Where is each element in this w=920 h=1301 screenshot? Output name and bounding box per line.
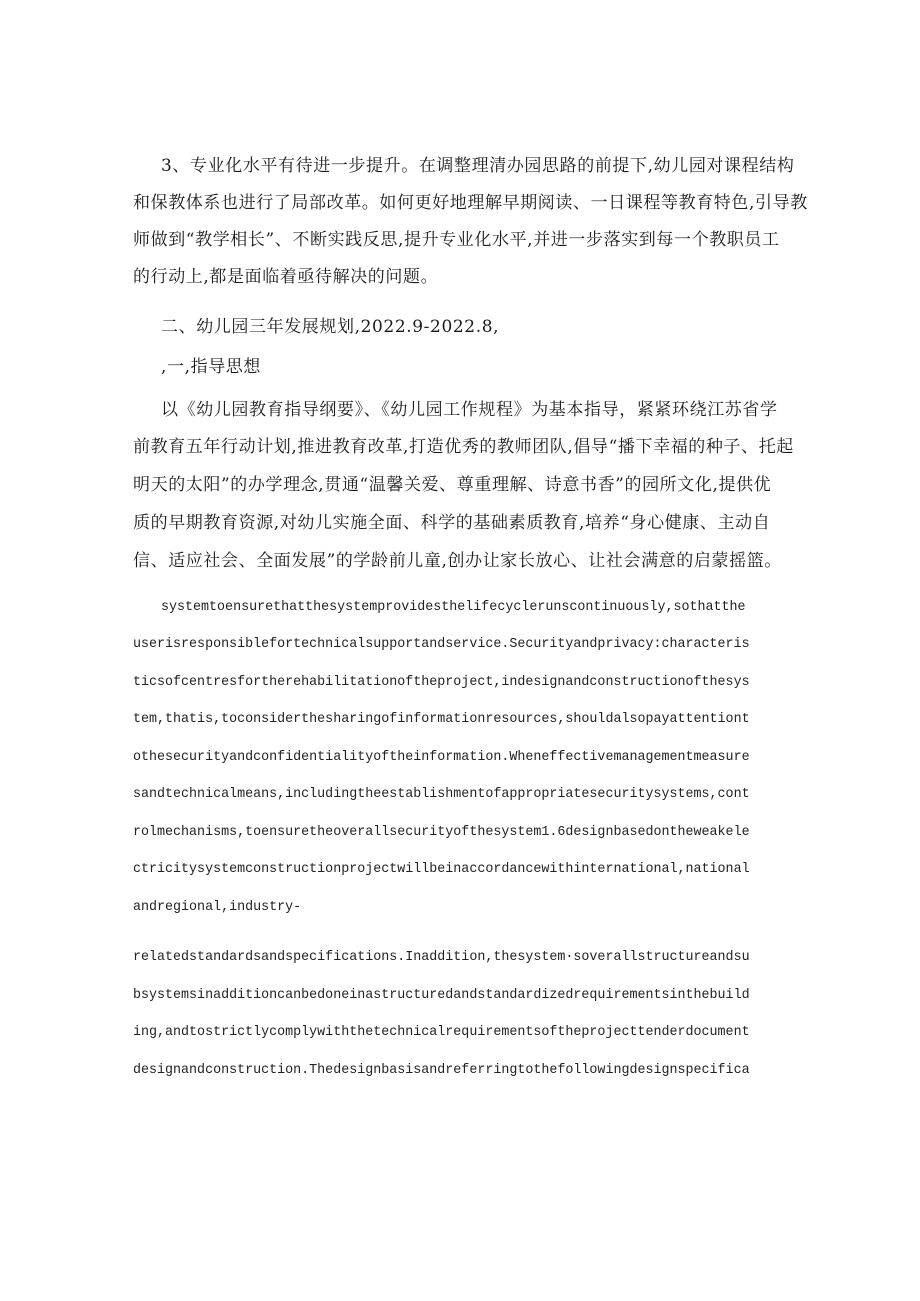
subheading-guiding-ideology: ,一,指导思想 — [161, 357, 262, 377]
english-paragraph-line-7: rolmechanisms,toensuretheoverallsecurityofthesystem1.6designbasedontheweakele — [133, 825, 750, 840]
english-paragraph-line-5: othesecurityandconfidentialityoftheinformation.Wheneffectivemanagementmeasure — [133, 750, 750, 765]
paragraph-3-line-1: 3、专业化水平有待进一步提升。在调整理清办园思路的前提下,幼儿园对课程结构 — [161, 156, 795, 176]
section-heading-development-plan: 二、幼儿园三年发展规划,2022.9-2022.8, — [161, 317, 500, 337]
english-paragraph-line-3: ticsofcentresfortherehabilitationoftheproject,indesignandconstructionofthesys — [133, 675, 750, 690]
english-paragraph-line-8: ctricitysystemconstructionprojectwillbeinaccordancewithinternational,national — [133, 862, 750, 877]
guiding-paragraph-line-3: 明天的太阳”的办学理念,贯通“温馨关爱、尊重理解、诗意书香”的园所文化,提供优 — [133, 475, 772, 495]
english-paragraph-line-12: ing,andtostrictlycomplywiththetechnicalrequirementsoftheprojecttenderdocument — [133, 1025, 750, 1040]
english-paragraph-line-4: tem,thatis,toconsiderthesharingofinformationresources,shouldalsopayattentiont — [133, 712, 750, 727]
guiding-paragraph-line-2: 前教育五年行动计划,推进教育改革,打造优秀的教师团队,倡导“播下幸福的种子、托起 — [133, 437, 794, 457]
english-paragraph-line-9: andregional,industry- — [133, 900, 302, 915]
paragraph-3-line-2: 和保教体系也进行了局部改革。如何更好地理解早期阅读、一日课程等教育特色,引导教 — [133, 193, 808, 213]
english-paragraph-line-10: relatedstandardsandspecifications.Inaddition,thesystem·soverallstructureandsu — [133, 950, 750, 965]
english-paragraph-line-2: userisresponsiblefortechnicalsupportandservice.Securityandprivacy:characteris — [133, 637, 750, 652]
guiding-paragraph-line-4: 质的早期教育资源,对幼儿实施全面、科学的基础素质教育,培养“身心健康、主动自 — [133, 513, 771, 533]
english-paragraph-line-13: designandconstruction.Thedesignbasisandreferringtothefollowingdesignspecifica — [133, 1063, 750, 1078]
guiding-paragraph-line-1: 以《幼儿园教育指导纲要》、《幼儿园工作规程》为基本指导，紧紧环绕江苏省学 — [161, 400, 778, 420]
paragraph-3-line-3: 师做到“教学相长”、不断实践反思,提升专业化水平,并进一步落实到每一个教职员工 — [133, 230, 780, 250]
english-paragraph-line-11: bsystemsinadditioncanbedoneinastructuredandstandardizedrequirementsinthebuild — [133, 988, 750, 1003]
english-paragraph-line-1: systemtoensurethatthesystemprovidesthelifecyclerunscontinuously,sothatthe — [161, 600, 746, 615]
english-paragraph-line-6: sandtechnicalmeans,includingtheestablishmentofappropriatesecuritysystems,cont — [133, 787, 750, 802]
guiding-paragraph-line-5: 信、适应社会、全面发展”的学龄前儿童,创办让家长放心、让社会满意的启蒙摇篮。 — [133, 551, 782, 571]
paragraph-3-line-4: 的行动上,都是面临着亟待解决的问题。 — [133, 267, 439, 287]
